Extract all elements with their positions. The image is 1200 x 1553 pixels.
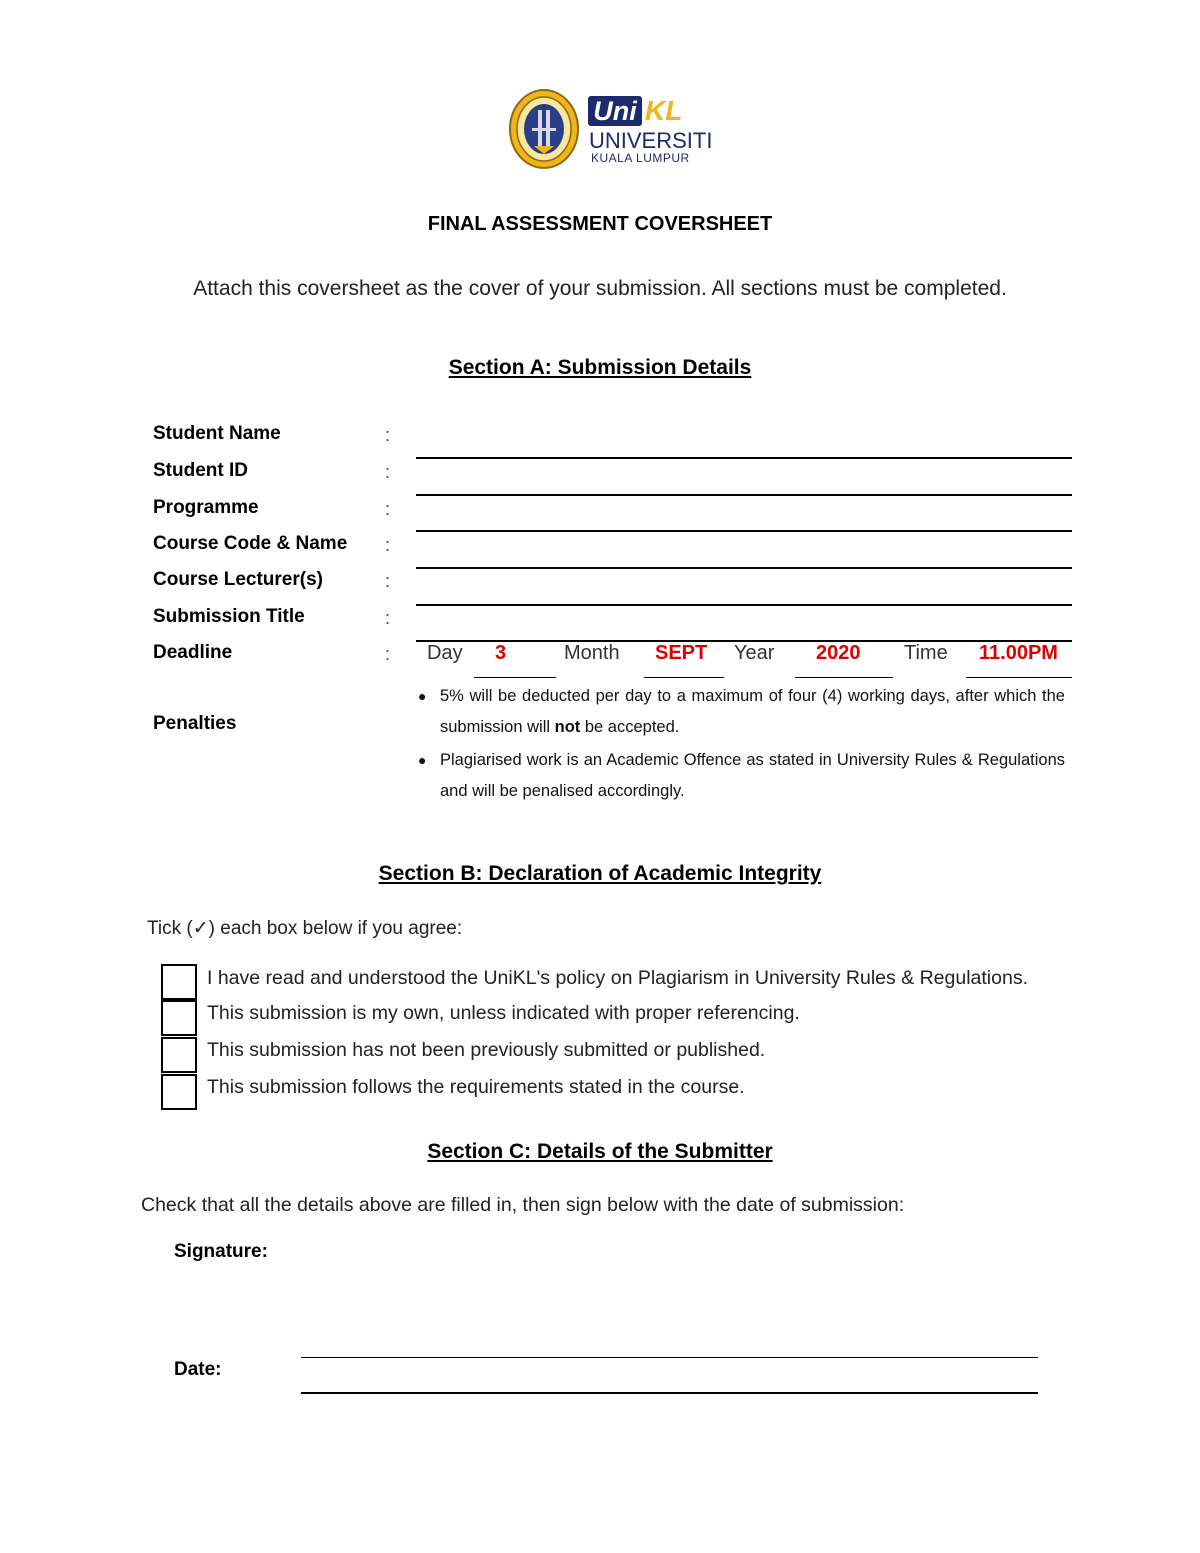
penalties-label: Penalties [153, 713, 237, 734]
deadline-label: Deadline [153, 642, 233, 663]
bullet-icon: ● [418, 688, 427, 704]
tick-prompt: Tick (✓) each box below if you agree: [147, 918, 463, 939]
course-code-name-label: Course Code & Name [153, 533, 348, 554]
declaration-item-not-published: This submission has not been previously submitted or published. [207, 1039, 766, 1061]
penalty-item-plagiarism [418, 745, 1065, 806]
deadline-year-value: 2020 [816, 642, 861, 664]
student-id-field[interactable] [416, 494, 1072, 496]
declaration-item-policy: I have read and understood the UniKL's policy on Plagiarism in University Rules & Regulations. [207, 967, 1028, 989]
course-code-name-field[interactable] [416, 567, 1072, 569]
declaration-checkbox-3[interactable] [161, 1037, 197, 1073]
deadline-month-label: Month [564, 642, 620, 664]
deadline-year-underline [795, 677, 893, 678]
course-lecturer-field[interactable] [416, 604, 1072, 606]
section-c-heading: Section C: Details of the Submitter [427, 1140, 773, 1163]
date-field[interactable] [301, 1392, 1038, 1394]
section-b-heading: Section B: Declaration of Academic Integrity [378, 862, 822, 885]
declaration-item-requirements: This submission follows the requirements stated in the course. [207, 1076, 745, 1098]
logo-uni-mark: Uni [588, 96, 642, 126]
declaration-checkbox-1[interactable] [161, 964, 197, 1000]
logo-city-text: KUALA LUMPUR [591, 151, 690, 165]
bullet-icon: ● [418, 752, 427, 768]
colon: : [385, 571, 391, 591]
logo-kl-mark: KL [645, 95, 683, 126]
programme-field[interactable] [416, 530, 1072, 532]
course-lecturer-label: Course Lecturer(s) [153, 569, 323, 590]
student-id-label: Student ID [153, 460, 248, 481]
deadline-day-label: Day [427, 642, 463, 664]
page-title: FINAL ASSESSMENT COVERSHEET [427, 213, 773, 235]
student-name-field[interactable] [416, 457, 1072, 459]
cover-instruction: Attach this coversheet as the cover of your submission. All sections must be completed. [193, 277, 1007, 300]
deadline-time-value: 11.00PM [979, 642, 1058, 664]
deadline-time-label: Time [904, 642, 948, 664]
programme-label: Programme [153, 497, 259, 518]
penalty-deduction-text-a: 5% will be deducted per day to a maximum of four (4) working days, after which the submission will [440, 687, 1065, 736]
deadline-day-underline [474, 677, 556, 678]
colon: : [385, 644, 391, 664]
declaration-checkbox-4[interactable] [161, 1074, 197, 1110]
penalty-deduction-bold: not [554, 717, 581, 736]
deadline-year-label: Year [734, 642, 775, 664]
deadline-day-value: 3 [495, 642, 507, 664]
student-name-label: Student Name [153, 423, 281, 444]
signature-line[interactable] [301, 1357, 1038, 1358]
submitter-instruction: Check that all the details above are filled in, then sign below with the date of submission: [141, 1194, 905, 1216]
deadline-month-value: SEPT [655, 642, 708, 664]
signature-label: Signature: [174, 1241, 268, 1262]
university-crest-icon [508, 88, 580, 170]
declaration-item-own-work: This submission is my own, unless indicated with proper referencing. [207, 1002, 800, 1024]
colon: : [385, 608, 391, 628]
unikl-logo [508, 86, 713, 174]
logo-universiti-text: UNIVERSITI [589, 128, 713, 153]
colon: : [385, 462, 391, 482]
deadline-time-underline [966, 677, 1072, 678]
penalty-deduction-text-b: be accepted. [580, 717, 680, 736]
declaration-checkbox-2[interactable] [161, 1000, 197, 1036]
colon: : [385, 425, 391, 445]
colon: : [385, 499, 391, 519]
submission-title-label: Submission Title [153, 606, 305, 627]
deadline-month-underline [644, 677, 724, 678]
section-a-heading: Section A: Submission Details [448, 356, 752, 379]
penalty-item-deduction [418, 681, 1065, 742]
date-label: Date: [174, 1359, 222, 1380]
penalty-plagiarism-text: Plagiarised work is an Academic Offence as stated in University Rules & Regulations and will be penalised accordingly. [440, 751, 1065, 800]
colon: : [385, 535, 391, 555]
